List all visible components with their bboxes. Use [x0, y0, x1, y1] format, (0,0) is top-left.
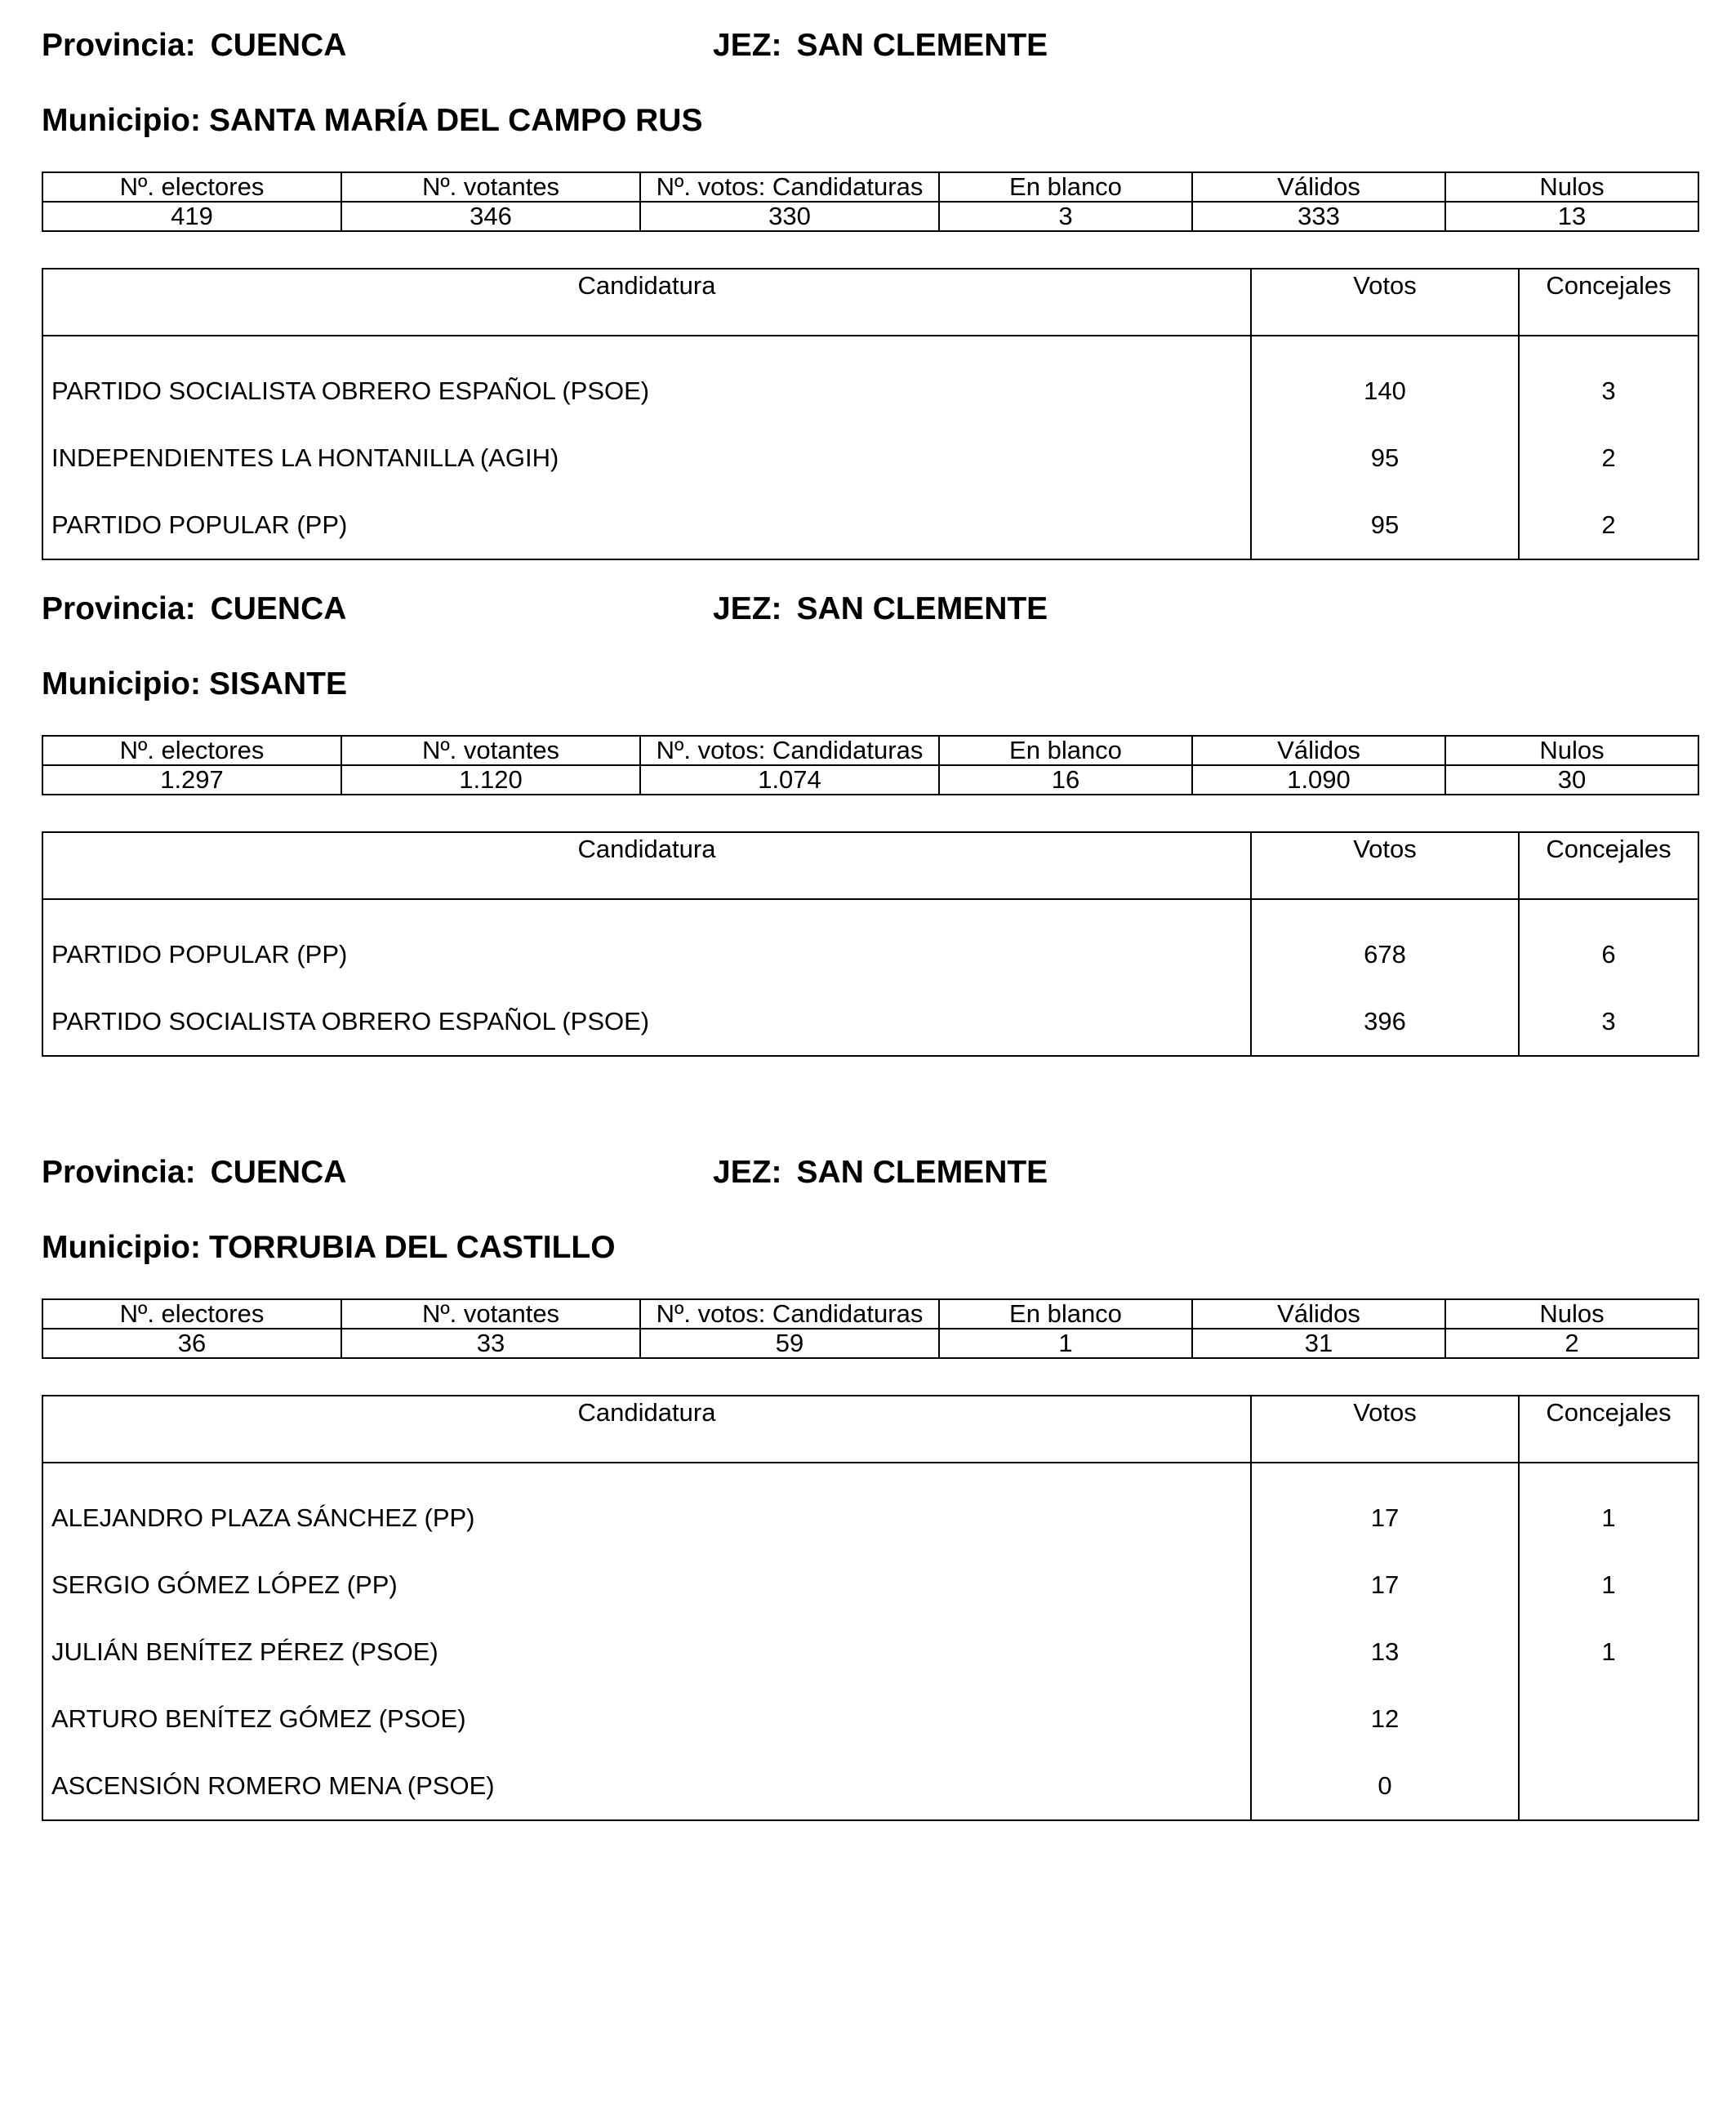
table-row — [42, 1619, 1698, 1686]
stats-votos-candidaturas: 1.074 — [640, 765, 939, 795]
header-votos: Votos — [1251, 832, 1519, 899]
header-concejales: Concejales — [1519, 832, 1698, 899]
stats-header-votos-candidaturas: Nº. votos: Candidaturas — [640, 736, 939, 765]
stats-header-validos: Válidos — [1192, 1299, 1445, 1329]
stats-header-row — [42, 172, 1698, 202]
stats-votos-candidaturas: 330 — [640, 202, 939, 231]
provincia-heading — [42, 585, 346, 634]
stats-header-nulos: Nulos — [1445, 172, 1698, 202]
candidatura-votos: 0 — [1251, 1753, 1519, 1820]
municipio-label: Municipio: — [42, 1230, 201, 1265]
table-row — [42, 899, 1698, 988]
jez-value: SAN CLEMENTE — [796, 591, 1048, 626]
section-santa-maria — [42, 21, 1698, 560]
candidatura-concejales — [1519, 1686, 1698, 1753]
candidatura-name: ALEJANDRO PLAZA SÁNCHEZ (PP) — [42, 1463, 1251, 1552]
candidatura-concejales: 2 — [1519, 492, 1698, 559]
header-concejales: Concejales — [1519, 1396, 1698, 1463]
candidatura-name: PARTIDO SOCIALISTA OBRERO ESPAÑOL (PSOE) — [42, 336, 1251, 425]
candidatura-votos: 12 — [1251, 1686, 1519, 1753]
header-concejales: Concejales — [1519, 269, 1698, 336]
candidatura-votos: 13 — [1251, 1619, 1519, 1686]
candidatura-concejales: 6 — [1519, 899, 1698, 988]
stats-header-electores: Nº. electores — [42, 172, 341, 202]
table-row — [42, 336, 1698, 425]
candidatura-name: PARTIDO POPULAR (PP) — [42, 492, 1251, 559]
candidaturas-header-row — [42, 1396, 1698, 1463]
stats-electores: 36 — [42, 1329, 341, 1358]
municipio-value: TORRUBIA DEL CASTILLO — [208, 1230, 616, 1265]
stats-table — [42, 1298, 1699, 1359]
header-line — [42, 585, 1698, 634]
candidatura-concejales: 1 — [1519, 1463, 1698, 1552]
candidatura-name: PARTIDO SOCIALISTA OBRERO ESPAÑOL (PSOE) — [42, 988, 1251, 1056]
jez-value: SAN CLEMENTE — [796, 1155, 1048, 1190]
jez-heading — [713, 585, 1048, 634]
stats-table — [42, 171, 1699, 232]
stats-header-en-blanco: En blanco — [939, 736, 1192, 765]
municipio-label: Municipio: — [42, 103, 201, 138]
provincia-value: CUENCA — [210, 1155, 347, 1190]
header-line — [42, 1148, 1698, 1197]
stats-header-nulos: Nulos — [1445, 736, 1698, 765]
stats-votantes: 33 — [341, 1329, 640, 1358]
candidatura-concejales: 2 — [1519, 425, 1698, 492]
candidaturas-table — [42, 1395, 1699, 1821]
header-votos: Votos — [1251, 1396, 1519, 1463]
stats-header-electores: Nº. electores — [42, 1299, 341, 1329]
stats-electores: 419 — [42, 202, 341, 231]
header-votos: Votos — [1251, 269, 1519, 336]
candidaturas-table — [42, 831, 1699, 1057]
stats-en-blanco: 16 — [939, 765, 1192, 795]
stats-value-row — [42, 765, 1698, 795]
stats-en-blanco: 1 — [939, 1329, 1192, 1358]
municipio-value: SISANTE — [208, 666, 347, 701]
candidatura-votos: 140 — [1251, 336, 1519, 425]
stats-header-votantes: Nº. votantes — [341, 1299, 640, 1329]
table-row — [42, 988, 1698, 1056]
stats-value-row — [42, 202, 1698, 231]
stats-header-en-blanco: En blanco — [939, 172, 1192, 202]
stats-nulos: 30 — [1445, 765, 1698, 795]
stats-electores: 1.297 — [42, 765, 341, 795]
provincia-value: CUENCA — [210, 28, 347, 63]
table-row — [42, 492, 1698, 559]
stats-header-en-blanco: En blanco — [939, 1299, 1192, 1329]
table-row — [42, 425, 1698, 492]
stats-header-votos-candidaturas: Nº. votos: Candidaturas — [640, 1299, 939, 1329]
jez-label: JEZ: — [713, 1155, 782, 1190]
candidatura-concejales — [1519, 1753, 1698, 1820]
provincia-value: CUENCA — [210, 591, 347, 626]
provincia-label: Provincia: — [42, 1155, 196, 1190]
candidaturas-header-row — [42, 832, 1698, 899]
jez-heading — [713, 1148, 1048, 1197]
candidatura-concejales: 1 — [1519, 1552, 1698, 1619]
stats-header-nulos: Nulos — [1445, 1299, 1698, 1329]
stats-votantes: 346 — [341, 202, 640, 231]
table-row — [42, 1686, 1698, 1753]
candidatura-name: ARTURO BENÍTEZ GÓMEZ (PSOE) — [42, 1686, 1251, 1753]
provincia-heading — [42, 21, 346, 70]
stats-validos: 1.090 — [1192, 765, 1445, 795]
stats-header-validos: Válidos — [1192, 736, 1445, 765]
municipio-label: Municipio: — [42, 666, 201, 701]
table-row — [42, 1753, 1698, 1820]
stats-value-row — [42, 1329, 1698, 1358]
stats-validos: 333 — [1192, 202, 1445, 231]
stats-header-electores: Nº. electores — [42, 736, 341, 765]
stats-votantes: 1.120 — [341, 765, 640, 795]
stats-header-row — [42, 736, 1698, 765]
stats-header-validos: Válidos — [1192, 172, 1445, 202]
candidatura-votos: 396 — [1251, 988, 1519, 1056]
candidatura-concejales: 3 — [1519, 336, 1698, 425]
stats-nulos: 2 — [1445, 1329, 1698, 1358]
header-candidatura: Candidatura — [42, 1396, 1251, 1463]
stats-nulos: 13 — [1445, 202, 1698, 231]
municipio-heading — [42, 660, 1698, 709]
stats-header-votantes: Nº. votantes — [341, 172, 640, 202]
candidaturas-header-row — [42, 269, 1698, 336]
provincia-heading — [42, 1148, 346, 1197]
table-row — [42, 1463, 1698, 1552]
candidatura-votos: 95 — [1251, 425, 1519, 492]
stats-validos: 31 — [1192, 1329, 1445, 1358]
jez-heading — [713, 21, 1048, 70]
candidatura-votos: 17 — [1251, 1463, 1519, 1552]
candidatura-concejales: 1 — [1519, 1619, 1698, 1686]
jez-value: SAN CLEMENTE — [796, 28, 1048, 63]
stats-en-blanco: 3 — [939, 202, 1192, 231]
stats-votos-candidaturas: 59 — [640, 1329, 939, 1358]
header-candidatura: Candidatura — [42, 269, 1251, 336]
municipio-heading — [42, 96, 1698, 145]
jez-label: JEZ: — [713, 591, 782, 626]
header-line — [42, 21, 1698, 70]
section-sisante — [42, 585, 1698, 1057]
candidatura-name: JULIÁN BENÍTEZ PÉREZ (PSOE) — [42, 1619, 1251, 1686]
candidatura-name: ASCENSIÓN ROMERO MENA (PSOE) — [42, 1753, 1251, 1820]
candidatura-votos: 95 — [1251, 492, 1519, 559]
candidaturas-table — [42, 268, 1699, 560]
candidatura-name: PARTIDO POPULAR (PP) — [42, 899, 1251, 988]
stats-header-votantes: Nº. votantes — [341, 736, 640, 765]
stats-header-votos-candidaturas: Nº. votos: Candidaturas — [640, 172, 939, 202]
municipio-heading — [42, 1223, 1698, 1272]
stats-table — [42, 735, 1699, 795]
candidatura-concejales: 3 — [1519, 988, 1698, 1056]
candidatura-name: SERGIO GÓMEZ LÓPEZ (PP) — [42, 1552, 1251, 1619]
header-candidatura: Candidatura — [42, 832, 1251, 899]
municipio-value: SANTA MARÍA DEL CAMPO RUS — [208, 103, 703, 138]
provincia-label: Provincia: — [42, 28, 196, 63]
section-torrubia — [42, 1148, 1698, 1821]
candidatura-votos: 678 — [1251, 899, 1519, 988]
table-row — [42, 1552, 1698, 1619]
jez-label: JEZ: — [713, 28, 782, 63]
candidatura-votos: 17 — [1251, 1552, 1519, 1619]
candidatura-name: INDEPENDIENTES LA HONTANILLA (AGIH) — [42, 425, 1251, 492]
stats-header-row — [42, 1299, 1698, 1329]
provincia-label: Provincia: — [42, 591, 196, 626]
